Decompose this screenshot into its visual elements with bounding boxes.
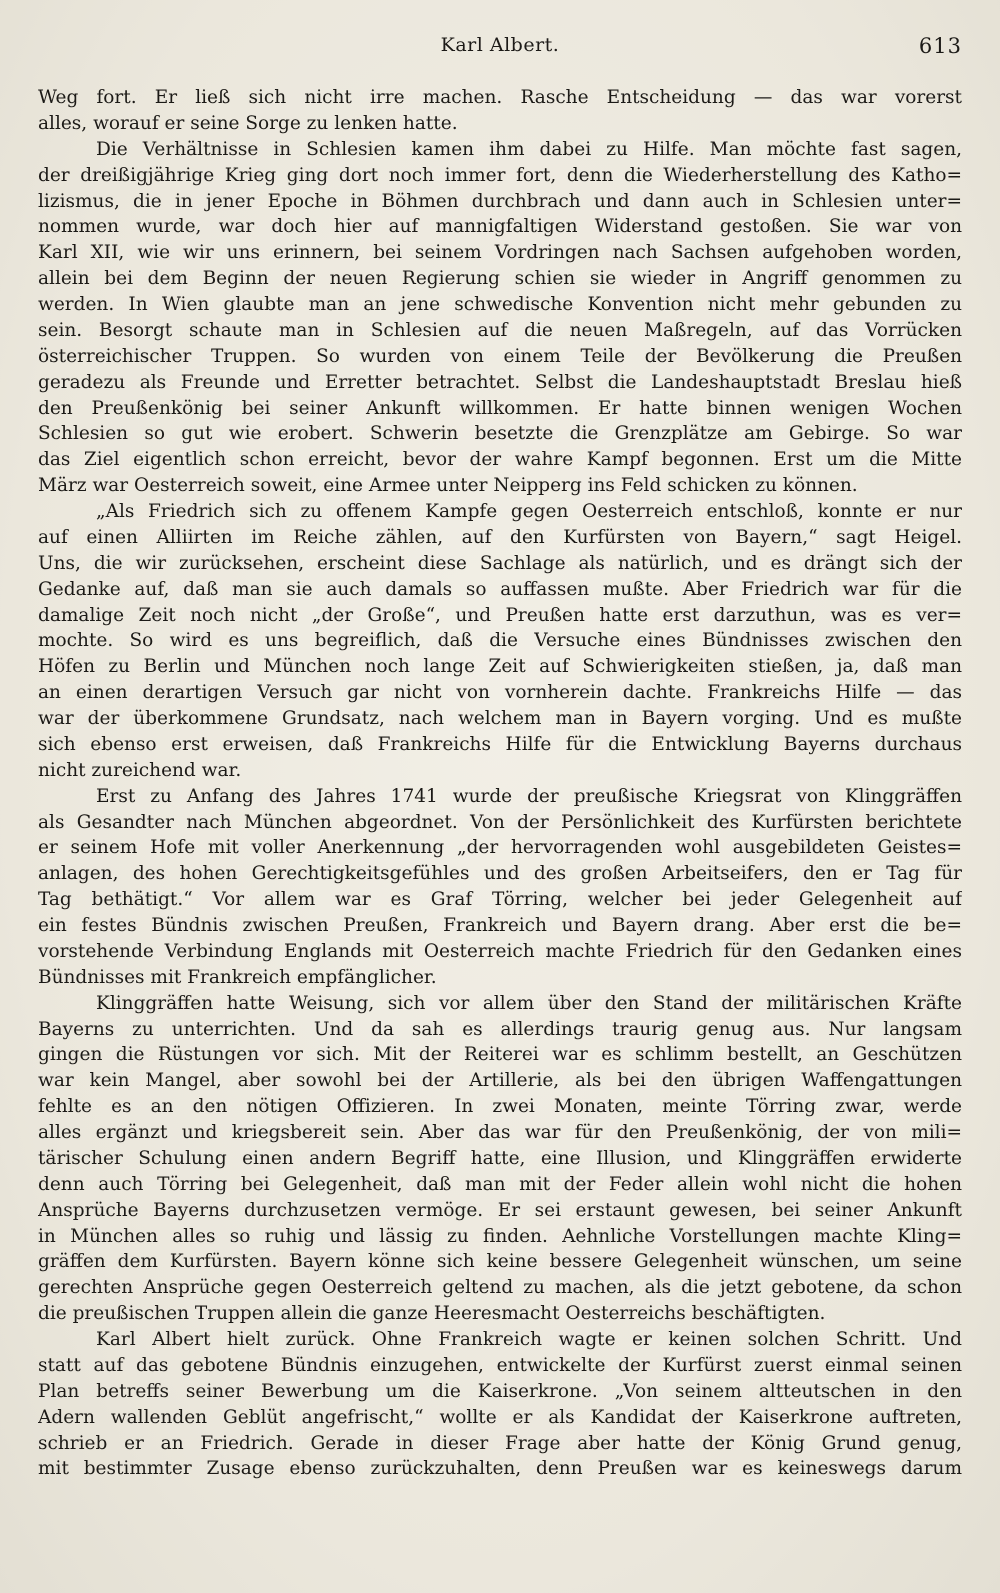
text-line: gräffen dem Kurfürsten. Bayern könne sich keine bessere Gelegenheit wünschen, um seine bbox=[38, 1251, 962, 1273]
text-line: den Preußenkönig bei seiner Ankunft willkommen. Er hatte binnen wenigen Wochen bbox=[38, 397, 962, 419]
text-line: als Gesandter nach München abgeordnet. Von der Persönlichkeit des Kurfürsten berichtete bbox=[38, 811, 962, 833]
text-line: Karl Albert hielt zurück. Ohne Frankreich wagte er keinen solchen Schritt. Und bbox=[96, 1329, 962, 1350]
page-header bbox=[38, 34, 962, 62]
text-line: denn auch Törring bei Gelegenheit, daß man mit der Feder allein wohl nicht die hohen bbox=[38, 1173, 962, 1195]
body-text bbox=[38, 85, 962, 1482]
text-line: gingen die Rüstungen vor sich. Mit der Reiterei war es schlimm bestellt, an Geschützen bbox=[38, 1044, 962, 1066]
text-line: gerechten Ansprüche gegen Oesterreich geltend zu machen, als die jetzt gebotene, da schon bbox=[38, 1277, 962, 1299]
text-line: Gedanke auf, daß man sie auch damals so auffassen mußte. Aber Friedrich war für die bbox=[38, 578, 962, 600]
text-line: Uns, die wir zurücksehen, erscheint diese Sachlage als natürlich, und es drängt sich der bbox=[38, 552, 962, 574]
text-line: an einen derartigen Versuch gar nicht von vornherein dachte. Frankreichs Hilfe — das bbox=[38, 682, 962, 704]
text-line: das Ziel eigentlich schon erreicht, bevor der wahre Kampf begonnen. Erst um die Mitte bbox=[38, 449, 962, 471]
text-line: März war Oesterreich soweit, eine Armee unter Neipperg ins Feld schicken zu können. bbox=[38, 475, 858, 497]
text-line: auf einen Alliirten im Reiche zählen, auf den Kurfürsten von Bayern,“ sagt Heigel. bbox=[38, 526, 962, 548]
text-line: lizismus, die in jener Epoche in Böhmen durchbrach und dann auch in Schlesien unter= bbox=[38, 190, 962, 212]
text-line: Tag bethätigt.“ Vor allem war es Graf Törring, welcher bei jeder Gelegenheit auf bbox=[38, 889, 962, 911]
text-line: Erst zu Anfang des Jahres 1741 wurde der preußische Kriegsrat von Klinggräffen bbox=[96, 785, 962, 807]
text-line: Adern wallenden Geblüt angefrischt,“ wollte er als Kandidat der Kaiserkrone auftreten, bbox=[38, 1406, 962, 1428]
text-line: der dreißigjährige Krieg ging dort noch immer fort, denn die Wiederherstellung des Katho= bbox=[38, 164, 962, 186]
paragraph bbox=[38, 137, 962, 499]
text-line: Bayerns zu unterrichten. Und da sah es allerdings traurig genug aus. Nur langsam bbox=[38, 1018, 962, 1040]
text-line: mochte. So wird es uns begreiflich, daß die Versuche eines Bündnisses zwischen den bbox=[38, 630, 962, 652]
text-line: er seinem Hofe mit voller Anerkennung „der hervorragenden wohl ausgebildeten Geistes= bbox=[38, 837, 962, 859]
text-line: alles, worauf er seine Sorge zu lenken hatte. bbox=[38, 112, 458, 134]
text-line: „Als Friedrich sich zu offenem Kampfe gegen Oesterreich entschloß, konnte er nur bbox=[96, 501, 962, 522]
paragraph bbox=[38, 499, 962, 784]
paragraph bbox=[38, 1327, 962, 1482]
text-line: in München alles so ruhig und lässig zu finden. Aehnliche Vorstellungen machte Kling= bbox=[38, 1225, 962, 1247]
paragraph bbox=[38, 991, 962, 1327]
text-line: die preußischen Truppen allein die ganze Heeresmacht Oesterreichs beschäftigten. bbox=[38, 1303, 826, 1325]
text-line: mit bestimmter Zusage ebenso zurückzuhalten, denn Preußen war es keineswegs darum bbox=[38, 1458, 962, 1480]
paragraph bbox=[38, 85, 962, 137]
text-line: Weg fort. Er ließ sich nicht irre machen. Rasche Entscheidung — das war vorerst bbox=[38, 87, 962, 108]
paragraph bbox=[38, 784, 962, 991]
text-line: Klinggräffen hatte Weisung, sich vor allem über den Stand der militärischen Kräfte bbox=[96, 992, 962, 1014]
page-number: 613 bbox=[918, 34, 962, 58]
text-line: damalige Zeit noch nicht „der Große“, und Preußen hatte erst darzuthun, was es ver= bbox=[38, 604, 962, 626]
text-line: Die Verhältnisse in Schlesien kamen ihm dabei zu Hilfe. Man möchte fast sagen, bbox=[96, 138, 962, 160]
text-line: Plan betreffs seiner Bewerbung um die Kaiserkrone. „Von seinem altteutschen in den bbox=[38, 1380, 962, 1402]
text-line: Höfen zu Berlin und München noch lange Zeit auf Schwierigkeiten stießen, ja, daß man bbox=[38, 656, 962, 678]
text-line: österreichischer Truppen. So wurden von einem Teile der Bevölkerung die Preußen bbox=[38, 345, 962, 367]
text-line: tärischer Schulung einen andern Begriff hatte, eine Illusion, und Klinggräffen erwiderte bbox=[38, 1147, 962, 1169]
text-line: war kein Mangel, aber sowohl bei der Artillerie, als bei den übrigen Waffengattungen bbox=[38, 1070, 962, 1092]
text-line: nicht zureichend war. bbox=[38, 759, 242, 781]
text-line: schrieb er an Friedrich. Gerade in dieser Frage aber hatte der König Grund genug, bbox=[38, 1432, 962, 1454]
text-line: statt auf das gebotene Bündnis einzugehen, entwickelte der Kurfürst zuerst einmal seinen bbox=[38, 1354, 962, 1376]
text-line: sein. Besorgt schaute man in Schlesien auf die neuen Maßregeln, auf das Vorrücken bbox=[38, 319, 962, 341]
text-line: Bündnisses mit Frankreich empfänglicher. bbox=[38, 966, 437, 988]
text-line: allein bei dem Beginn der neuen Regierung schien sie wieder in Angriff genommen zu bbox=[38, 268, 962, 290]
text-line: anlagen, des hohen Gerechtigkeitsgefühles und des großen Arbeitseifers, den er Tag für bbox=[38, 863, 962, 885]
text-line: war der überkommene Grundsatz, nach welchem man in Bayern vorging. Und es mußte bbox=[38, 708, 962, 729]
text-line: Schlesien so gut wie erobert. Schwerin besetzte die Grenzplätze am Gebirge. So war bbox=[38, 423, 962, 445]
text-line: Karl XII, wie wir uns erinnern, bei seinem Vordringen nach Sachsen aufgehoben worden, bbox=[38, 242, 962, 264]
text-line: alles ergänzt und kriegsbereit sein. Aber das war für den Preußenkönig, der von mili= bbox=[38, 1122, 962, 1143]
text-line: sich ebenso erst erweisen, daß Frankreichs Hilfe für die Entwicklung Bayerns durchaus bbox=[38, 733, 962, 755]
running-head: Karl Albert. bbox=[440, 34, 560, 56]
text-line: ein festes Bündnis zwischen Preußen, Frankreich und Bayern drang. Aber erst die be= bbox=[38, 915, 962, 936]
text-line: vorstehende Verbindung Englands mit Oesterreich machte Friedrich für den Gedanken eines bbox=[38, 940, 962, 962]
text-line: Ansprüche Bayerns durchzusetzen vermöge. Er sei erstaunt gewesen, bei seiner Ankunft bbox=[38, 1199, 962, 1221]
text-line: geradezu als Freunde und Erretter betrachtet. Selbst die Landeshauptstadt Breslau hieß bbox=[38, 371, 962, 393]
text-line: nommen wurde, war doch hier auf mannigfaltigen Widerstand gestoßen. Sie war von bbox=[38, 216, 962, 238]
text-line: fehlte es an den nötigen Offizieren. In zwei Monaten, meinte Törring zwar, werde bbox=[38, 1096, 962, 1118]
text-line: werden. In Wien glaubte man an jene schwedische Konvention nicht mehr gebunden zu bbox=[38, 294, 962, 315]
